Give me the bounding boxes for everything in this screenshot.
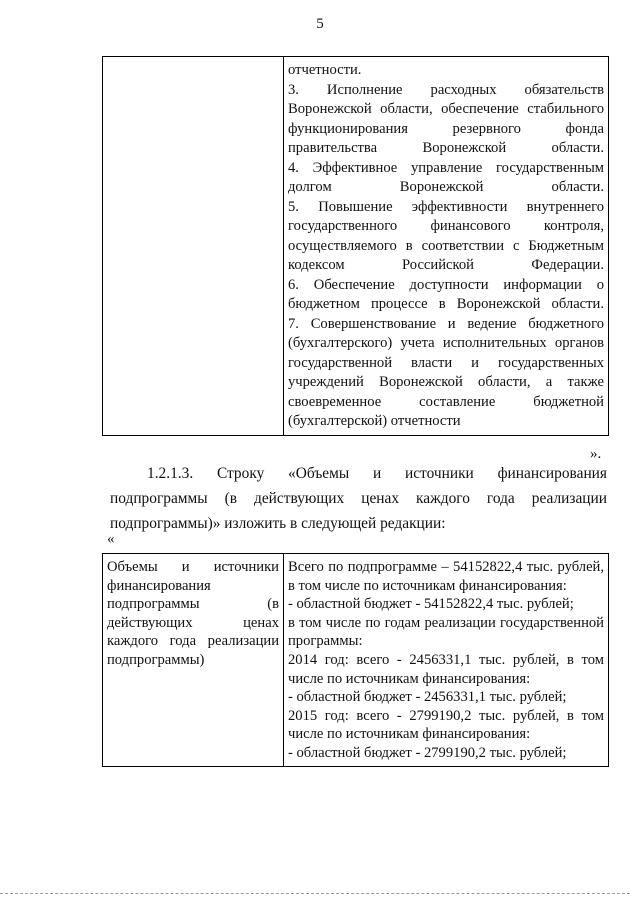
paragraph-text: 1.2.1.3. Строку «Объемы и источники финансирования подпрограммы (в действующих ценах каждого года реализации подпрограммы)» изложить в следующей редакции: [110, 465, 607, 532]
funding-table [102, 553, 609, 767]
goal-item: 7. Совершенствование и ведение бюджетного (бухгалтерского) учета исполнительных органов государственной власти и государственных учреждений Воронежской области, а также своевременное составление бюджетной (бухгалтерской) отчетности [288, 315, 604, 429]
page-number: 5 [316, 16, 324, 32]
goal-item: 3. Исполнение расходных обязательств Воронежской области, обеспечение стабильного функционирования резервного фонда правительства Воронежской области. [288, 81, 604, 156]
goals-table [102, 56, 609, 436]
table-row [103, 554, 609, 767]
funding-line: в том числе по годам реализации государственной программы: [288, 614, 604, 650]
funding-line: 2014 год: всего - 2456331,1 тыс. рублей, в том числе по источникам финансирования: [288, 651, 604, 687]
goal-item: 5. Повышение эффективности внутреннего государственного финансового контроля, осуществляемого в соответствии с Бюджетным кодексом Российской Федерации. [288, 198, 604, 273]
body-paragraph [110, 461, 607, 536]
funding-value-cell [284, 554, 609, 767]
funding-line: - областной бюджет - 2456331,1 тыс. рублей; [288, 689, 567, 706]
funding-parameter-cell: Объемы и источники финансирования подпрограммы (в действующих ценах каждого года реализации подпрограммы) [103, 554, 284, 767]
opening-quote: « [107, 531, 115, 547]
table-cell-empty [103, 57, 284, 436]
table-cell-goals [284, 57, 609, 436]
funding-line: - областной бюджет - 2799190,2 тыс. рублей; [288, 744, 567, 761]
table-row [103, 57, 609, 436]
footer-divider [0, 893, 630, 894]
funding-line: Всего по подпрограмме – 54152822,4 тыс. рублей, в том числе по источникам финансирования: [288, 559, 604, 594]
funding-line: 2015 год: всего - 2799190,2 тыс. рублей, в том числе по источникам финансирования: [288, 707, 604, 743]
closing-quote: ». [590, 446, 602, 462]
goal-item: 6. Обеспечение доступности информации о бюджетном процессе в Воронежской области. [288, 276, 604, 312]
goal-item: отчетности. [288, 62, 362, 78]
funding-line: - областной бюджет - 54152822,4 тыс. рублей; [288, 596, 574, 613]
goal-item: 4. Эффективное управление государственным долгом Воронежской области. [288, 159, 604, 195]
